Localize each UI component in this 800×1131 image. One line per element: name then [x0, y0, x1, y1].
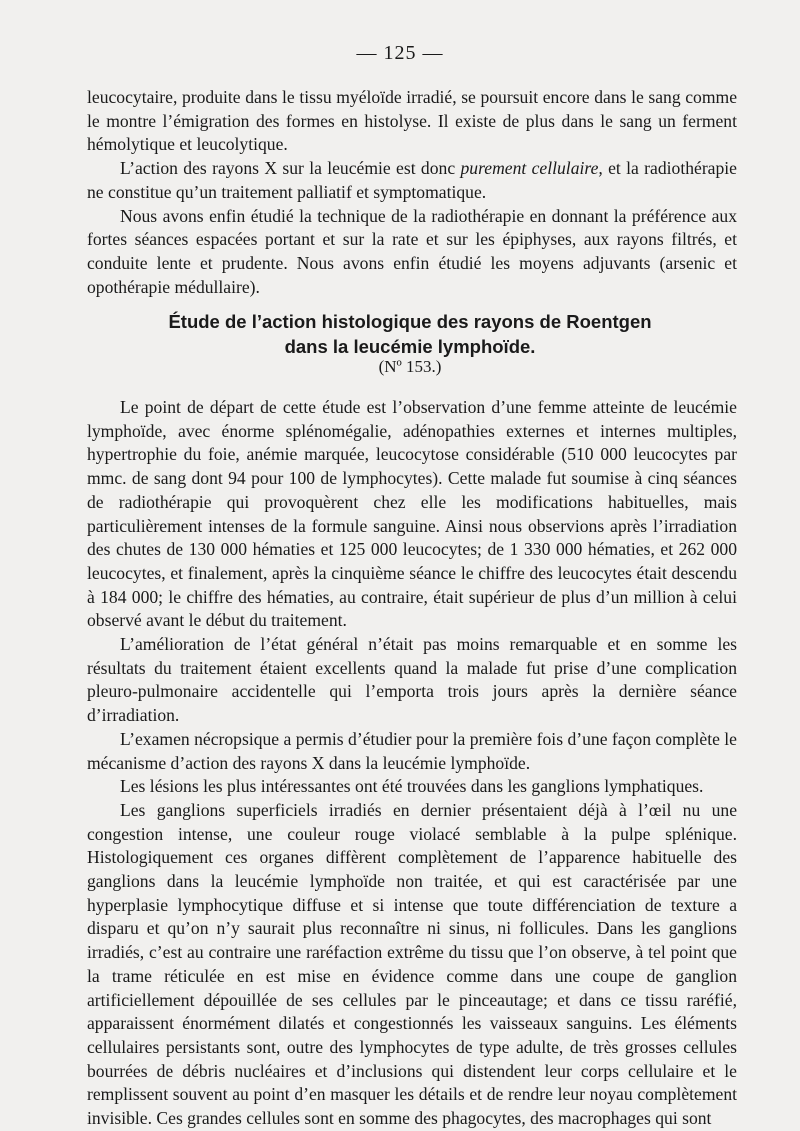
text-run: L’action des rayons X sur la leucémie est donc: [120, 158, 461, 179]
paragraph: L’amélioration de l’état général n’était pas moins remarquable et en somme les résultats du traitement étaient excellents quand la malade fut prise d’une complication pleuro-pulmonaire accidentelle qui l’emporta trois jours après la dernière séance d’irradiation.: [87, 634, 737, 726]
paragraph: Les lésions les plus intéressantes ont été trouvées dans les ganglions lymphatiques.: [120, 776, 704, 797]
intro-text: [87, 86, 737, 299]
paragraph: [87, 157, 737, 204]
paragraph: L’examen nécropsique a permis d’étudier pour la première fois d’une façon complète le mécanisme d’action des rayons X dans la leucémie lymphoïde.: [87, 728, 737, 773]
section-heading: [80, 309, 740, 359]
paragraph: Le point de départ de cette étude est l’observation d’une femme atteinte de leucémie lymphoïde, avec énorme splénomégalie, adénopathies externes et internes multiples, hypertrophie du foie, anémie marquée, leucocytose considérable (510 000 leucocytes par mmc. de sang dont 94 pour 100 de lymphocytes). Cette malade fut soumise à cinq séances de radiothérapie qui provoquèrent chez elle les modifications habituelles, mais particulièrement intenses de la formule sanguine. Ainsi nous observions après l’irradiation des chutes de 130 000 hématies et 125 000 leucocytes; de 1 330 000 hématies, et 262 000 leucocytes, et finalement, après la cinquième séance le chiffre des leucocytes était descendu à 184 000; le chiffre des hématies, au contraire, était supérieur de plus d’un million à celui observé avant le début du traitement.: [87, 397, 737, 631]
paragraph: Nous avons enfin étudié la technique de la radiothérapie en donnant la préférence aux fortes séances espacées portant et sur la rate et sur les épiphyses, aux rayons filtrés, et conduite lente et prudente. Nous avons enfin étudié les moyens adjuvants (arsenic et opothérapie médullaire).: [87, 205, 737, 297]
heading-line: Étude de l’action histologique des rayons de Roentgen: [168, 311, 652, 332]
text-run: et la radiothérapie ne constitue qu’un traitement palliatif et symptomatique.: [87, 158, 737, 202]
paragraph: leucocytaire, produite dans le tissu myéloïde irradié, se poursuit encore dans le sang comme le montre l’émigration des formes en histolyse. Il existe de plus dans le sang un ferment hémolytique et leucolytique.: [87, 87, 737, 155]
heading-line: dans la leucémie lymphoïde.: [284, 336, 536, 357]
emphasis-text: purement cellulaire,: [460, 158, 603, 179]
body-text: [87, 396, 737, 1131]
section-reference: (Nº 153.): [378, 357, 442, 376]
page-number: — 125 —: [356, 42, 444, 64]
paragraph: Les ganglions superficiels irradiés en dernier présentaient déjà à l’œil nu une congestion intense, une couleur rouge violacé semblable à la pulpe splénique. Histologiquement ces organes diffèrent complètement de l’apparence habituelle des ganglions dans la leucémie lymphoïde non traitée, et qui est caractérisée par une hyperplasie lymphocytique diffuse et si intense que toute différenciation de texture a disparu et qu’on n’y saurait plus reconnaître ni sinus, ni follicules. Dans les ganglions irradiés, c’est au contraire une raréfaction extrême du tissu que l’on observe, à tel point que la trame réticulée en est mise en évidence comme dans une coupe de ganglion artificiellement dépouillée de ses cellules par le pinceautage; et dans ce tissu raréfié, apparaissent énormément dilatés et congestionnés les vaisseaux sanguins. Les éléments cellulaires persistants sont, outre des lymphocytes de type adulte, de très grosses cellules bourrées de débris nucléaires et d’inclusions qui distendent leur corps cellulaire et le remplissent souvent au point d’en masquer les détails et de rendre leur noyau complètement invisible. Ces grandes cellules sont en somme des phagocytes, des macrophages qui sont: [87, 799, 737, 1129]
